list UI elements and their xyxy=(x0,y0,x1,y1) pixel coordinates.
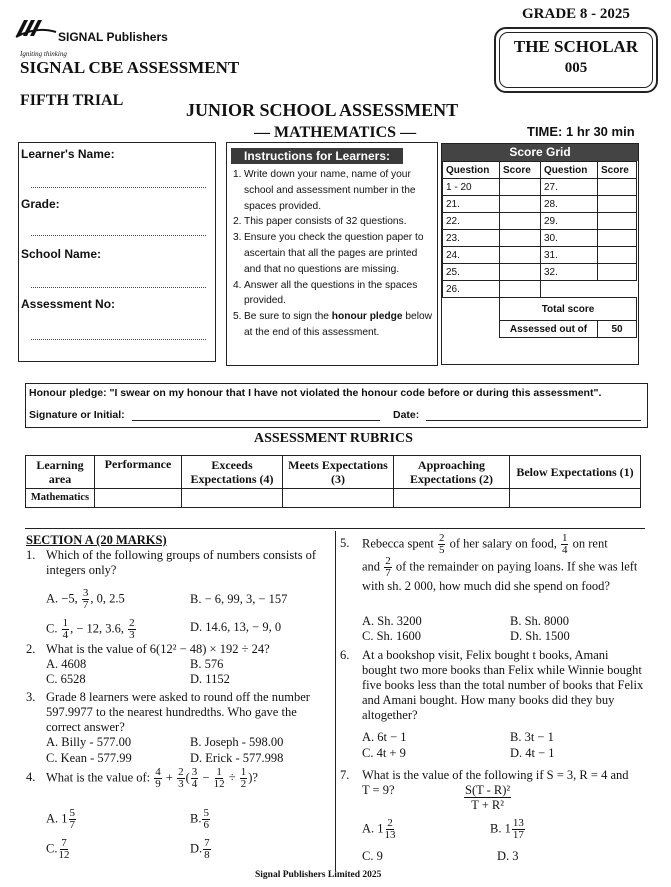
instructions-title: Instructions for Learners: xyxy=(231,148,403,164)
q2-option-c[interactable]: C. 6528 xyxy=(46,672,86,686)
question-4: 4. What is the value of: $\frac{4}{9}$ + $\frac{2}{3}$ ( $\frac{3}{4}$ − $\frac{1}{12}$ ÷ $\frac{1}{2}$ )? xyxy=(26,766,258,790)
q7-option-d[interactable]: D. 3 xyxy=(497,849,519,863)
publisher-logo-icon xyxy=(14,16,58,38)
q5-option-d[interactable]: D. Sh. 1500 xyxy=(510,629,570,643)
assessment-no-label: Assessment No: xyxy=(21,297,116,311)
column-divider xyxy=(335,531,336,871)
col-header: Question xyxy=(541,162,598,179)
section-divider xyxy=(25,528,645,529)
date-label: Date: xyxy=(393,409,420,421)
q5-option-c[interactable]: C. Sh. 1600 xyxy=(362,629,422,643)
publisher-tagline: Igniting thinking xyxy=(20,50,67,58)
q1-option-d[interactable]: D. 14.6, 13, − 9, 0 xyxy=(190,620,282,634)
instructions-box xyxy=(226,142,438,366)
scholar-title: THE SCHOLAR xyxy=(513,37,639,56)
table-row: 1 - 20 27. xyxy=(443,179,637,196)
col-header: Performance xyxy=(95,456,182,489)
school-name-field[interactable] xyxy=(31,287,206,288)
instructions-list xyxy=(233,167,433,341)
score-grid-title: Score Grid xyxy=(442,144,638,161)
time-label: TIME: 1 hr 30 min xyxy=(527,124,635,139)
q1-option-c[interactable]: C. $\frac{1}{4}$ , − 12, 3.6, $\frac{2}{3}$ xyxy=(46,617,135,641)
instruction-item: 2. This paper consists of 32 questions. xyxy=(233,216,407,228)
grade-field-label: Grade: xyxy=(21,197,60,211)
subject-title: — MATHEMATICS — xyxy=(254,124,417,141)
q4-option-b[interactable]: B. $\frac{5}{6}$ xyxy=(190,807,209,831)
col-header: Learning area xyxy=(26,456,95,489)
grade-label: GRADE 8 - 2025 xyxy=(522,6,630,22)
col-header: Score xyxy=(598,162,637,179)
total-score-label: Total score xyxy=(500,298,637,321)
q2-option-d[interactable]: D. 1152 xyxy=(190,672,230,686)
table-row: 21. 28. xyxy=(443,196,637,213)
learner-details-box xyxy=(18,142,216,362)
q6-option-d[interactable]: D. 4t − 1 xyxy=(510,746,555,760)
assessed-out-of-value: 50 xyxy=(598,321,637,338)
page-title: JUNIOR SCHOOL ASSESSMENT xyxy=(186,100,459,120)
col-header: Below Expectations (1) xyxy=(510,456,641,489)
trial-label: FIFTH TRIAL xyxy=(20,92,124,109)
q3-option-a[interactable]: A. Billy - 577.00 xyxy=(46,735,132,749)
question-2: 2. What is the value of 6(12² − 48) × 192 ÷ 24? xyxy=(26,642,270,656)
question-7: 7. What is the value of the following if S = 3, R = 4 and T = 9? xyxy=(340,768,629,797)
q1-option-a[interactable]: A. −5, $\frac{3}{7}$ , 0, 2.5 xyxy=(46,587,125,611)
footer-text: Signal Publishers Limited 2025 xyxy=(255,870,382,880)
table-row: 23. 30. xyxy=(443,230,637,247)
q7-option-a[interactable]: A. 1 $\frac{2}{13}$ xyxy=(362,817,396,841)
score-grid-table xyxy=(442,161,637,338)
q3-option-c[interactable]: C. Kean - 577.99 xyxy=(46,751,132,765)
q3-option-b[interactable]: B. Joseph - 598.00 xyxy=(190,735,284,749)
q2-option-b[interactable]: B. 576 xyxy=(190,657,224,671)
col-header: Exceeds Expectations (4) xyxy=(182,456,283,489)
signature-label: Signature or Initial: xyxy=(29,409,125,421)
q7-expression: $\frac{\text{S(T - R)²}}{\text{T + R²}}$ xyxy=(465,783,511,812)
q3-option-d[interactable]: D. Erick - 577.998 xyxy=(190,751,284,765)
rubrics-title: ASSESSMENT RUBRICS xyxy=(254,431,413,446)
grade-field[interactable] xyxy=(31,235,206,236)
learner-name-label: Learner's Name: xyxy=(21,147,115,161)
scholar-code: 005 xyxy=(564,60,588,76)
q5-option-b[interactable]: B. Sh. 8000 xyxy=(510,614,570,628)
instruction-item: 3. Ensure you check the question paper to ascertain that all the pages are printed and that no questions are missing. xyxy=(233,232,424,275)
rubrics-table xyxy=(25,455,641,508)
honour-pledge-box xyxy=(25,383,648,428)
col-header: Question xyxy=(443,162,500,179)
q6-option-a[interactable]: A. 6t − 1 xyxy=(362,730,407,744)
learner-name-field[interactable] xyxy=(31,187,206,188)
q4-option-a[interactable]: A. 1 $\frac{5}{7}$ xyxy=(46,807,76,831)
question-5: 5. Rebecca spent $\frac{2}{5}$ of her salary on food, $\frac{1}{4}$ on rent and $\frac{2}{7}$ of the remainder on paying loans. If she was left with sh. 2 000, how much did she spend on food? xyxy=(340,532,638,593)
honour-pledge-text: Honour pledge: "I swear on my honour that I have not violated the honour code before or during this assessment". xyxy=(29,387,602,399)
score-grid xyxy=(441,143,639,365)
table-row: 22. 29. xyxy=(443,213,637,230)
q5-option-a[interactable]: A. Sh. 3200 xyxy=(362,614,422,628)
col-header: Approaching Expectations (2) xyxy=(394,456,510,489)
table-row: 26. xyxy=(443,281,637,298)
assessment-title: SIGNAL CBE ASSESSMENT xyxy=(20,58,240,77)
q1-option-b[interactable]: B. − 6, 99, 3, − 157 xyxy=(190,592,288,606)
scholar-badge xyxy=(494,27,658,93)
col-header: Meets Expectations (3) xyxy=(283,456,394,489)
table-row: 25. 32. xyxy=(443,264,637,281)
question-1: 1. Which of the following groups of numbers consists of integers only? xyxy=(26,548,317,577)
table-row: Mathematics xyxy=(26,489,641,508)
publisher-name: SIGNAL Publishers xyxy=(58,30,168,44)
col-header: Score xyxy=(500,162,541,179)
table-row: 24. 31. xyxy=(443,247,637,264)
question-6: 6. At a bookshop visit, Felix bought t books, Amani bought two more books than Felix while Winnie bought five books less than the total number of books that Felix and Amani bought. How many books did they buy altogether? xyxy=(340,648,644,722)
q4-option-d[interactable]: D. $\frac{7}{8}$ xyxy=(190,837,210,861)
instruction-item: 4. Answer all the questions in the spaces provided. xyxy=(233,279,418,307)
section-title: SECTION A (20 MARKS) xyxy=(26,533,167,547)
question-3: 3. Grade 8 learners were asked to round off the number 597.9977 to the nearest hundredths. Who gave the correct answer? xyxy=(26,690,310,734)
q4-option-c[interactable]: C. $\frac{7}{12}$ xyxy=(46,837,70,861)
instruction-item: 1. Write down your name, name of your school and assessment number in the spaces provided. xyxy=(233,169,416,212)
assessed-out-of-label: Assessed out of xyxy=(500,321,598,338)
instruction-item: 5. Be sure to sign the honour pledge below at the end of this assessment. xyxy=(233,311,433,338)
signature-field[interactable] xyxy=(132,420,380,421)
q6-option-c[interactable]: C. 4t + 9 xyxy=(362,746,406,760)
date-field[interactable] xyxy=(426,420,641,421)
assessment-no-field[interactable] xyxy=(31,339,206,340)
q2-option-a[interactable]: A. 4608 xyxy=(46,657,87,671)
school-name-label: School Name: xyxy=(21,247,102,261)
q7-option-c[interactable]: C. 9 xyxy=(362,849,383,863)
q6-option-b[interactable]: B. 3t − 1 xyxy=(510,730,554,744)
q7-option-b[interactable]: B. 1 $\frac{13}{17}$ xyxy=(490,817,524,841)
